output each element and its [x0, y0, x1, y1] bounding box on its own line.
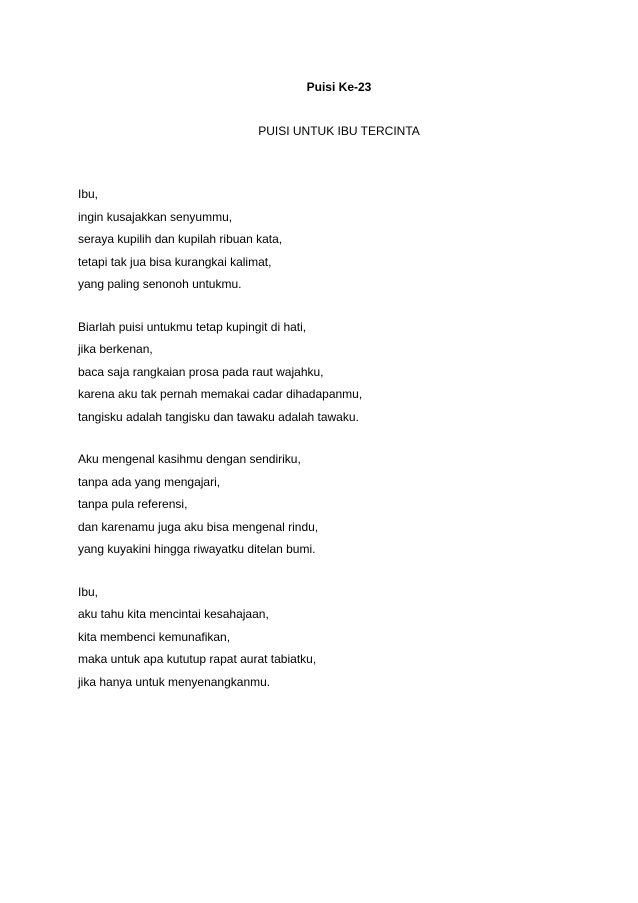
poem-line: Ibu, — [78, 187, 99, 201]
poem-line: aku tahu kita mencintai kesahajaan, — [78, 607, 269, 621]
poem-line: yang kuyakini hingga riwayatku ditelan bumi. — [78, 542, 316, 556]
poem-number-title: Puisi Ke-23 — [306, 80, 372, 94]
poem-line: tetapi tak jua bisa kurangkai kalimat, — [78, 254, 272, 269]
poem-title: PUISI UNTUK IBU TERCINTA — [258, 124, 420, 138]
stanza-2 — [78, 316, 578, 429]
poem-line: tangisku adalah tangisku dan tawaku adalah tawaku. — [78, 409, 359, 424]
poem-line: tanpa ada yang mengajari, — [78, 474, 221, 489]
poem-line: seraya kupilih dan kupilah ribuan kata, — [78, 232, 283, 246]
poem-line: baca saja rangkaian prosa pada raut wajahku, — [78, 364, 324, 379]
poem-line: yang paling senonoh untukmu. — [78, 277, 242, 291]
poem-line: ingin kusajakkan senyummu, — [78, 209, 233, 224]
poem-line: tanpa pula referensi, — [78, 497, 188, 511]
stanza-4 — [78, 581, 578, 694]
poem-line: jika berkenan, — [78, 342, 153, 356]
poem-line: maka untuk apa kututup rapat aurat tabiatku, — [78, 652, 317, 666]
poem-line: Ibu, — [78, 584, 99, 599]
stanza-1 — [78, 183, 578, 296]
poem-line: jika hanya untuk menyenangkanmu. — [78, 674, 271, 689]
poem-body — [78, 183, 578, 713]
poem-line: Biarlah puisi untukmu tetap kupingit di hati, — [78, 319, 307, 334]
poem-line: dan karenamu juga aku bisa mengenal rindu, — [78, 519, 319, 534]
poem-line: kita membenci kemunafikan, — [78, 629, 231, 644]
poem-line: karena aku tak pernah memakai cadar dihadapanmu, — [78, 387, 363, 401]
poem-line: Aku mengenal kasihmu dengan sendiriku, — [78, 452, 301, 466]
stanza-3 — [78, 448, 578, 561]
